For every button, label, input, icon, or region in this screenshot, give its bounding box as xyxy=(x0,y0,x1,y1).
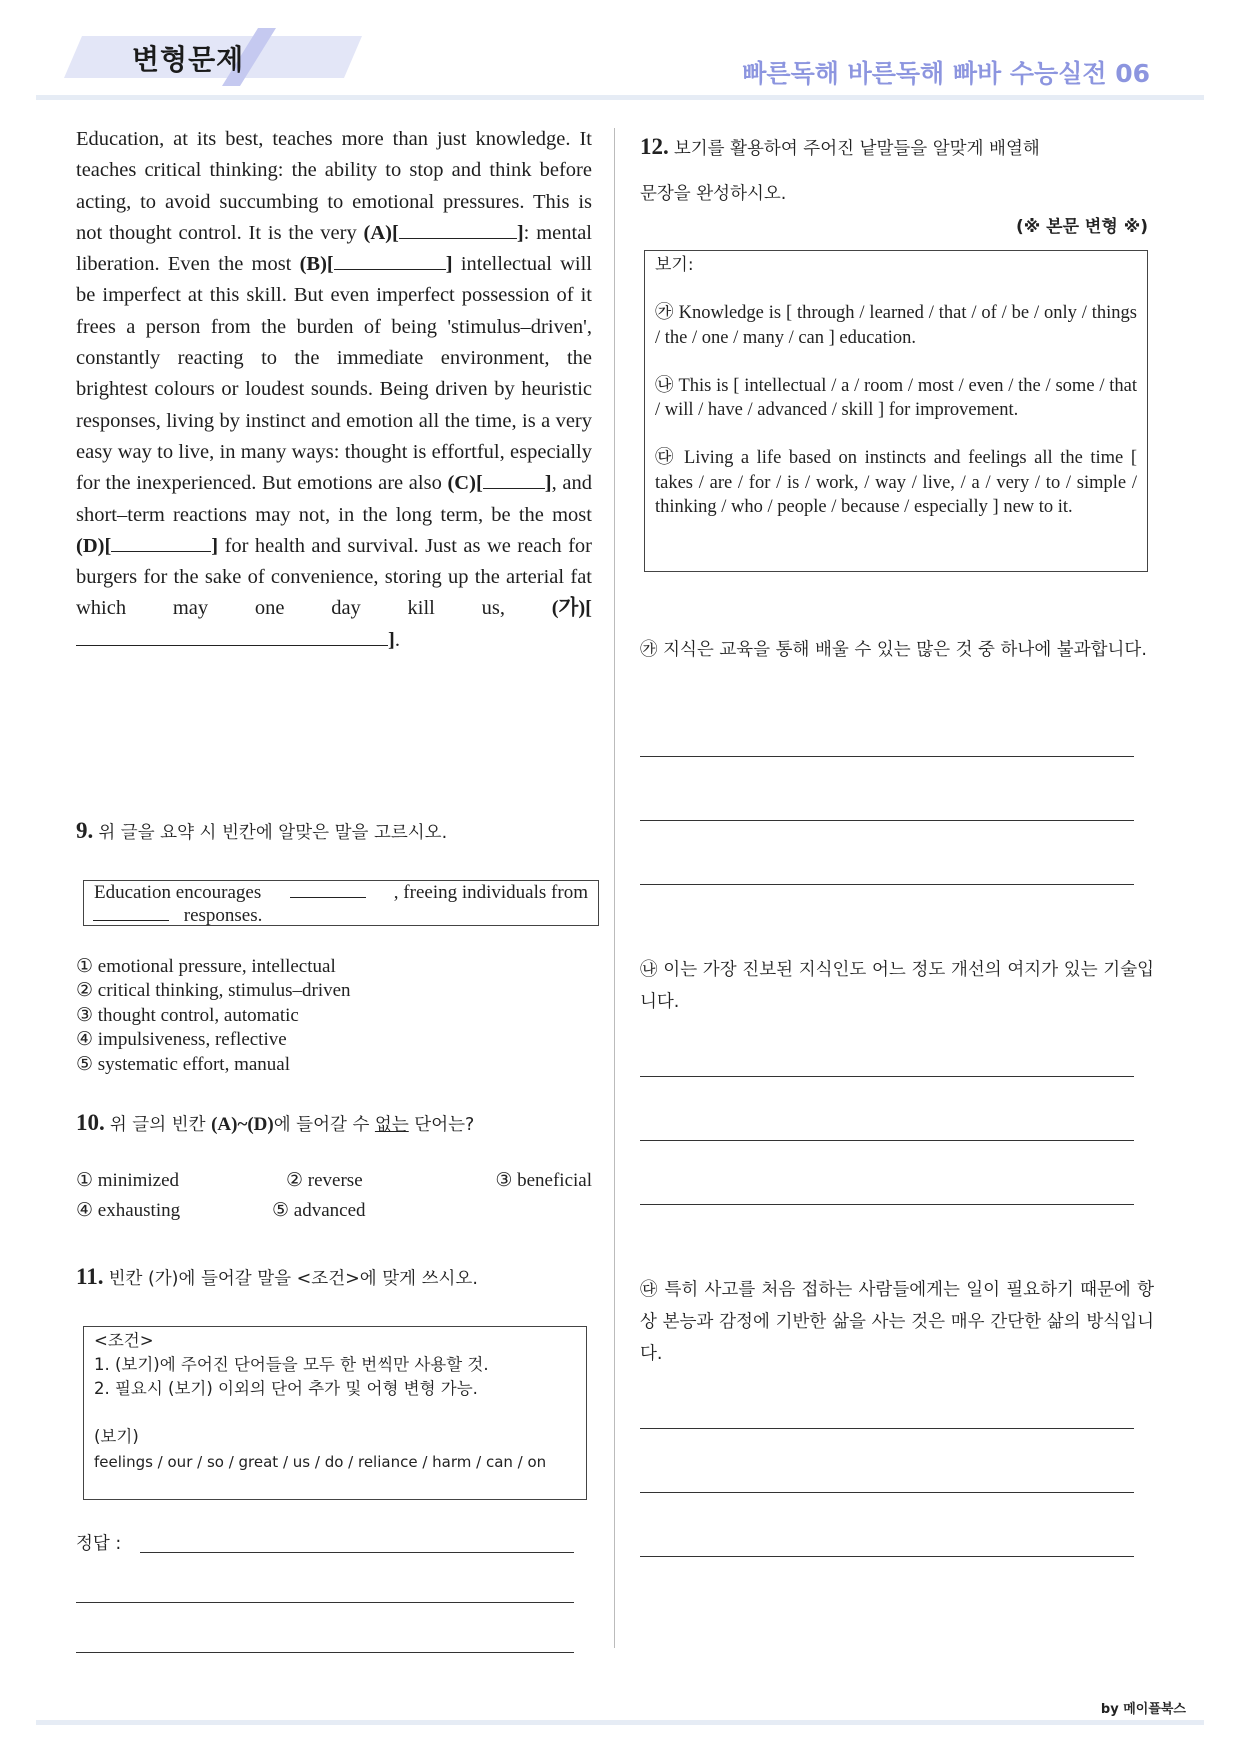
header-tag: 변형문제 xyxy=(132,43,245,76)
blank-ga[interactable] xyxy=(76,625,388,646)
condition-2: 2. 필요시 (보기) 이외의 단어 추가 및 어형 변형 가능. xyxy=(94,1379,478,1398)
q11-question xyxy=(76,1264,478,1290)
q11-text: 빈칸 (가)에 들어갈 말을 <조건>에 맞게 쓰시오. xyxy=(108,1269,478,1289)
footer-rule xyxy=(36,1720,1204,1725)
da-line-1[interactable] xyxy=(640,1428,1134,1429)
series-title: 빠른독해 바른독해 빠바 수능실전 06 xyxy=(742,59,1150,88)
answer-line-1[interactable] xyxy=(140,1552,574,1553)
na-line-2[interactable] xyxy=(640,1140,1134,1141)
q9-summary-box: Education encourages , freeing individuals from xyxy=(83,880,599,926)
q10-option-2[interactable]: ② reverse xyxy=(286,1170,363,1191)
condition-1: 1. (보기)에 주어진 단어들을 모두 한 번씩만 사용할 것. xyxy=(94,1355,489,1374)
blank-a-label: (A)[ xyxy=(363,221,399,244)
q12-question: 12. 보기를 활용하여 주어진 낱말들을 알맞게 배열해 xyxy=(640,134,1040,159)
q10-option-5[interactable]: ⑤ advanced xyxy=(272,1200,366,1221)
q9-question xyxy=(76,818,447,844)
answer-line-2[interactable] xyxy=(76,1602,574,1603)
q10-option-4[interactable]: ④ exhausting xyxy=(76,1200,181,1221)
q12-item-na: ㉯ This is [ intellectual / a / room / most / even / the / some / that / will / have / advanced / skill ] for improvement. xyxy=(655,375,1137,421)
blank-b-label: (B)[ xyxy=(299,253,334,276)
q12-item-da: ㉰ Living a life based on instincts and feelings all the time [ takes / are / for / is / work, / way / live, / a / very / to / simple / thinking / who / people / because / especially ] new to it. xyxy=(655,448,1137,518)
bogi-words: feelings / our / so / great / us / do / reliance / harm / can / on xyxy=(94,1453,547,1471)
q12-korean-ga: ㉮ 지식은 교육을 통해 배울 수 있는 많은 것 중 하나에 불과합니다. xyxy=(640,640,1147,660)
q12-korean-da: ㉰ 특히 사고를 처음 접하는 사람들에게는 일이 필요하기 때문에 항상 본능과 감정에 기반한 삶을 사는 것은 매우 간단한 삶의 방식입니다. xyxy=(640,1280,1154,1364)
passage: Education, at its best, teaches more than just knowledge. It teaches critical thinking: the ability to stop and think before acting, to avoid succumbing to emotional pressures. This is not thought control. It is the very (A)[ ]: mental liberation. Even the most (B)[ ] intellectual will be imperfect at this skill. But even imperfect possession of it frees a person from the burden of being 'stimulus–driven', constantly reacting to the immediate environment, the brightest colours or loudest sounds. Being driven by heuristic responses, living by instinct and emotion all the time, is a very easy way to live, in many ways: thought is effortful, especially for the inexperienced. But emotions are also (C)[ ], and short–term reactions may not, in the long term, be the most (D)[ ] for health and survival. Just as we reach for burgers for the sake of convenience, storing up the arterial fat which may one day kill us, (가)[]. xyxy=(76,128,592,651)
blank-b[interactable] xyxy=(334,249,446,270)
column-divider xyxy=(614,128,615,1648)
q9-option-3[interactable]: ③ thought control, automatic xyxy=(76,1004,299,1026)
da-line-2[interactable] xyxy=(640,1492,1134,1493)
q12-text-line2: 문장을 완성하시오. xyxy=(640,184,787,204)
q10-option-3[interactable]: ③ beneficial xyxy=(495,1170,592,1191)
answer-line-3[interactable] xyxy=(76,1652,574,1653)
publisher: 메이플북스 xyxy=(1123,1702,1186,1717)
q10-emphasis: 없는 xyxy=(374,1115,409,1135)
ga-line-2[interactable] xyxy=(640,820,1134,821)
na-line-1[interactable] xyxy=(640,1076,1134,1077)
na-line-3[interactable] xyxy=(640,1204,1134,1205)
blank-c-label: (C)[ xyxy=(447,472,483,495)
condition-title: <조건> xyxy=(94,1331,154,1350)
ga-line-3[interactable] xyxy=(640,884,1134,885)
blank-d-label: (D)[ xyxy=(76,534,112,557)
blank-d[interactable] xyxy=(111,531,211,552)
q9-text: 위 글을 요약 시 빈칸에 알맞은 말을 고르시오. xyxy=(98,823,448,843)
q12-bogi-box xyxy=(644,250,1148,572)
q11-condition-box xyxy=(83,1326,587,1500)
footer-credit: by 메이플북스 xyxy=(1100,1702,1186,1717)
da-line-3[interactable] xyxy=(640,1556,1134,1557)
q10-option-1[interactable]: ① minimized xyxy=(76,1170,180,1191)
blank-a[interactable] xyxy=(399,218,517,239)
q12-korean-na: ㉯ 이는 가장 진보된 지식인도 어느 정도 개선의 여지가 있는 기술입니다. xyxy=(640,960,1154,1012)
q12-number: 12. xyxy=(640,134,669,159)
q9-option-4[interactable]: ④ impulsiveness, reflective xyxy=(76,1029,287,1051)
ga-line-1[interactable] xyxy=(640,756,1134,757)
q12-item-ga: ㉮ Knowledge is [ through / learned / that / of / be / only / things / the / one / many / can ] education. xyxy=(655,303,1137,348)
q9-option-5[interactable]: ⑤ systematic effort, manual xyxy=(76,1053,291,1075)
q9-number: 9. xyxy=(76,818,94,843)
summary-blank-1[interactable] xyxy=(290,881,366,898)
summary-blank-2[interactable] xyxy=(93,904,169,921)
q10-question: 10. 위 글의 빈칸 (A)~(D)에 들어갈 수 없는 단어는? xyxy=(76,1110,475,1135)
q10-options xyxy=(76,1166,592,1226)
blank-ga-label: (가)[ xyxy=(551,597,592,620)
answer-label: 정답 : xyxy=(76,1534,122,1554)
header-rule xyxy=(36,95,1204,100)
q9-options xyxy=(76,955,351,1077)
q9-option-2[interactable]: ② critical thinking, stimulus–driven xyxy=(76,980,351,1002)
q9-option-1[interactable]: ① emotional pressure, intellectual xyxy=(76,956,336,977)
bogi-title: (보기) xyxy=(94,1427,139,1446)
blank-c[interactable] xyxy=(483,468,545,489)
q11-number: 11. xyxy=(76,1264,104,1289)
q9-summary-line2: responses. xyxy=(93,904,262,927)
q12-bogi-title: 보기: xyxy=(655,255,694,275)
q12-note: (※ 본문 변형 ※) xyxy=(1015,217,1148,237)
q10-number: 10. xyxy=(76,1110,105,1135)
